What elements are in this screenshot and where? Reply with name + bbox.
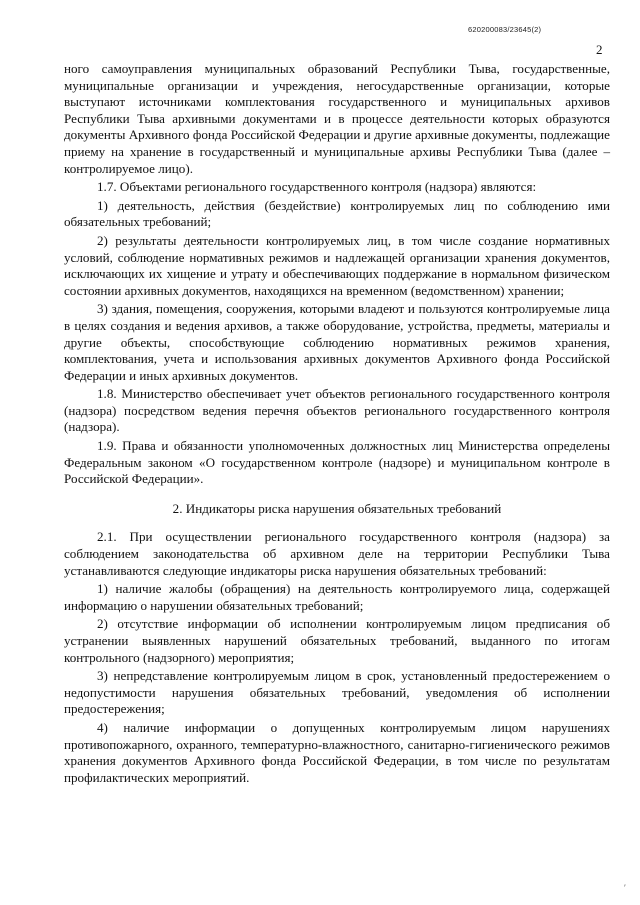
paragraph-1-7: 1.7. Объектами регионального государственного контроля (надзора) являются: <box>97 179 537 195</box>
risk-indicator-1: 1) наличие жалобы (обращения) на деятельность контролируемого лица, содержащей информацию о нарушении обязательных требований; <box>64 581 610 613</box>
paragraph-2-1: 2.1. При осуществлении регионального государственного контроля (надзора) за соблюдением законодательства об архивном деле на территории Республики Тыва устанавливаются следующие индикаторы риска нарушения обязательных требований: <box>64 529 610 578</box>
paragraph-1-8: 1.8. Министерство обеспечивает учет объектов регионального государственного контроля (надзора) посредством ведения перечня объектов регионального государственного контроля (надзора). <box>64 386 610 435</box>
risk-indicator-4: 4) наличие информации о допущенных контролируемым лицом нарушениях противопожарного, охранного, температурно-влажностного, санитарно-гигиенического режимов хранения документов Архивного фонда Российской Федерации, в том числе по результатам профилактических мероприятий. <box>64 719 610 785</box>
paragraph-1-9: 1.9. Права и обязанности уполномоченных должностных лиц Министерства определены Федеральным законом «О государственном контроле (надзоре) и муниципальном контроле в Российской Федерации». <box>64 438 610 487</box>
document-id: 620200083/23645(2) <box>468 25 542 34</box>
list-item-1: 1) деятельность, действия (бездействие) контролируемых лиц по соблюдению ими обязательных требований; <box>64 197 610 230</box>
document-body <box>64 61 610 788</box>
section-heading-2: 2. Индикаторы риска нарушения обязательных требований <box>172 500 502 516</box>
page-number: 2 <box>596 42 603 57</box>
risk-indicator-2: 2) отсутствие информации об исполнении контролируемым лицом предписания об устранении выявленных нарушений обязательных требований, выданного по итогам контрольного (надзорного) мероприятия; <box>64 616 610 665</box>
list-item-3: 3) здания, помещения, сооружения, которыми владеют и пользуются контролируемые лица в целях создания и ведения архивов, а также оборудование, устройства, предметы, материалы и другие объекты, способствующие соблюдению нормативных режимов хранения, комплектования, учета и использования архивных документов Архивного фонда Российской Федерации и иных архивных документов. <box>64 301 610 383</box>
scan-mark-icon: ′ <box>624 883 626 893</box>
list-item-2: 2) результаты деятельности контролируемых лиц, в том числе создание нормативных условий, соблюдение нормативных режимов и надлежащей организации хранения документов, исключающих их хищение и утрату и обеспечивающих поддержание в нормальном физическом состоянии архивных документов, находящихся на временном (ведомственном) хранении; <box>64 232 610 298</box>
risk-indicator-3: 3) непредставление контролируемым лицом в срок, установленный предостережением о недопустимости нарушения обязательных требований, уведомления об исполнении предостережения; <box>64 668 610 717</box>
paragraph-continuation: ного самоуправления муниципальных образований Республики Тыва, государственные, муниципальные организации и учреждения, негосударственные организации, которые выступают источниками комплектования государственного и муниципальных архивов Республики Тыва архивными документами и в процессе деятельности которых образуются документы Архивного фонда Российской Федерации и другие архивные документы, подлежащие приему на хранение в государственный и муниципальные архивы Республики Тыва (далее – контролируемое лицо). <box>64 61 610 176</box>
